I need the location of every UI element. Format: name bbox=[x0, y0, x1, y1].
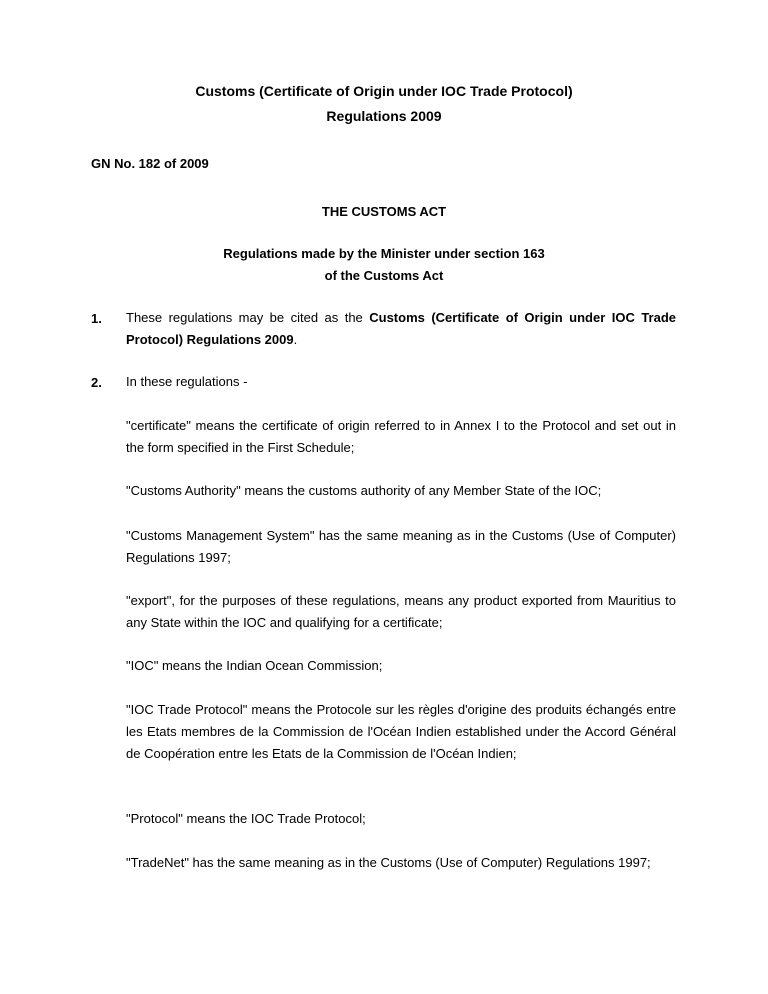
definition-export: "export", for the purposes of these regulations, means any product exported from Mauritius to any State within the IOC and qualifying for a certificate; bbox=[126, 593, 676, 630]
section-number: 1. bbox=[91, 311, 102, 326]
definition-protocol: "Protocol" means the IOC Trade Protocol; bbox=[126, 811, 366, 826]
definition-ioc: "IOC" means the Indian Ocean Commission; bbox=[126, 658, 383, 673]
section-1-text bbox=[126, 307, 676, 351]
definition-customs-management-system: "Customs Management System" has the same meaning as in the Customs (Use of Computer) Regulations 1997; bbox=[126, 528, 676, 565]
section-2-intro: In these regulations - bbox=[126, 374, 248, 389]
definition-certificate: "certificate" means the certificate of origin referred to in Annex I to the Protocol and set out in the form specified in the First Schedule; bbox=[126, 418, 676, 455]
definition-customs-authority: "Customs Authority" means the customs authority of any Member State of the IOC; bbox=[126, 483, 602, 498]
document-title-line-2: Regulations 2009 bbox=[326, 108, 442, 124]
section-1-citation: Customs (Certificate of Origin under IOC Trade Protocol) Regulations 2009 bbox=[126, 310, 676, 347]
document-title-line-1: Customs (Certificate of Origin under IOC Trade Protocol) bbox=[195, 83, 573, 99]
section-1-text-before: These regulations may be cited as the bbox=[126, 310, 370, 325]
gn-number: GN No. 182 of 2009 bbox=[91, 156, 209, 171]
definition-tradenet: "TradeNet" has the same meaning as in the Customs (Use of Computer) Regulations 1997; bbox=[126, 855, 651, 870]
made-by-line-2: of the Customs Act bbox=[324, 268, 444, 283]
act-name: THE CUSTOMS ACT bbox=[321, 204, 447, 219]
section-1-text-after: . bbox=[293, 332, 298, 347]
section-number: 2. bbox=[91, 375, 102, 390]
made-by-line-1: Regulations made by the Minister under section 163 bbox=[223, 246, 545, 261]
definition-ioc-trade-protocol: "IOC Trade Protocol" means the Protocole sur les règles d'origine des produits échangés entre les Etats membres de la Commission de l'Océan Indien established under the Accord Général de Coopération entre les Etats de la Commission de l'Océan Indien; bbox=[126, 702, 676, 761]
